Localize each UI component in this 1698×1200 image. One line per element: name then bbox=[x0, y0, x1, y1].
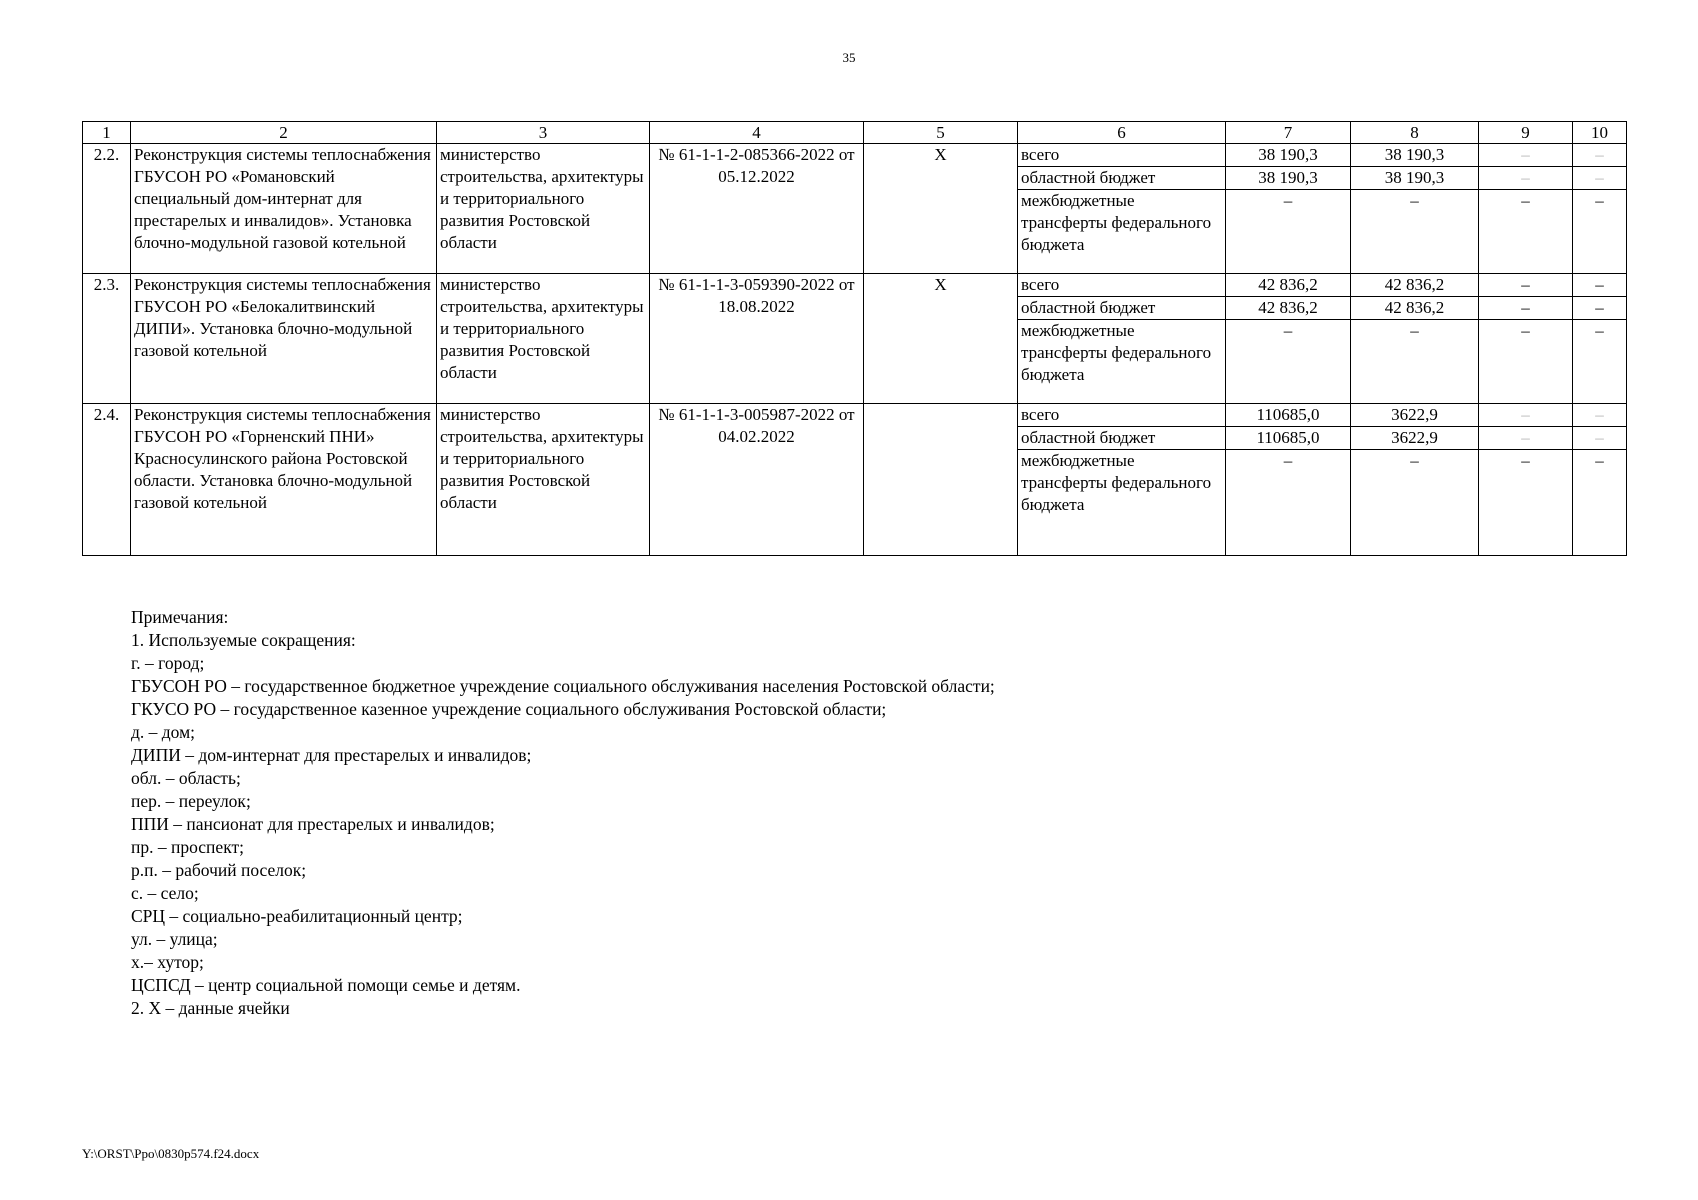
amount-cell-c8: – bbox=[1351, 190, 1479, 274]
header-cell: 10 bbox=[1573, 122, 1627, 144]
amount-cell-c9: – bbox=[1479, 297, 1573, 320]
page-number: 35 bbox=[842, 50, 856, 65]
note-line: Примечания: bbox=[131, 607, 229, 627]
document-cell: № 61-1-1-3-005987-2022 от 04.02.2022 bbox=[650, 404, 864, 556]
ministry-cell: министерство строительства, архитектуры и территориального развития Ростовской области bbox=[437, 144, 650, 274]
note-line: ЦСПСД – центр социальной помощи семье и детям. bbox=[131, 975, 521, 995]
notes-section bbox=[131, 606, 995, 1020]
note-line: пр. – проспект; bbox=[131, 837, 244, 857]
amount-cell-c7: 38 190,3 bbox=[1226, 144, 1351, 167]
header-cell: 8 bbox=[1351, 122, 1479, 144]
amount-cell-c8: 38 190,3 bbox=[1351, 144, 1479, 167]
amount-cell-c10: – bbox=[1573, 297, 1627, 320]
amount-cell-c9: – bbox=[1479, 427, 1573, 450]
note-line: 1. Используемые сокращения: bbox=[131, 630, 356, 650]
note-line: ППИ – пансионат для престарелых и инвалидов; bbox=[131, 814, 495, 834]
amount-cell-c10: – bbox=[1573, 427, 1627, 450]
table-row bbox=[83, 404, 1627, 427]
amount-cell-c7: 42 836,2 bbox=[1226, 274, 1351, 297]
header-cell: 9 bbox=[1479, 122, 1573, 144]
header-cell: 2 bbox=[131, 122, 437, 144]
table-row bbox=[83, 144, 1627, 167]
document-cell: № 61-1-1-2-085366-2022 от 05.12.2022 bbox=[650, 144, 864, 274]
amount-cell-c9: – bbox=[1479, 320, 1573, 404]
note-line: СРЦ – социально-реабилитационный центр; bbox=[131, 906, 463, 926]
amount-cell-c8: 38 190,3 bbox=[1351, 167, 1479, 190]
object-name-cell: Реконструкция системы теплоснабжения ГБУСОН РО «Романовский специальный дом-интернат для престарелых и инвалидов». Установка блочно-модульной газовой котельной bbox=[131, 144, 437, 274]
note-line: с. – село; bbox=[131, 883, 199, 903]
amount-cell-c9: – bbox=[1479, 404, 1573, 427]
table-row bbox=[83, 274, 1627, 297]
amount-cell-c7: 110685,0 bbox=[1226, 427, 1351, 450]
amount-cell-c8: – bbox=[1351, 450, 1479, 556]
note-line: обл. – область; bbox=[131, 768, 241, 788]
note-line: д. – дом; bbox=[131, 722, 196, 742]
funding-source-cell: всего bbox=[1018, 144, 1226, 167]
header-cell: 7 bbox=[1226, 122, 1351, 144]
col5-cell: Х bbox=[864, 144, 1018, 274]
document-cell: № 61-1-1-3-059390-2022 от 18.08.2022 bbox=[650, 274, 864, 404]
note-line: г. – город; bbox=[131, 653, 205, 673]
col5-cell bbox=[864, 404, 1018, 556]
amount-cell-c9: – bbox=[1479, 274, 1573, 297]
note-line: ГБУСОН РО – государственное бюджетное учреждение социального обслуживания населения Ростовской области; bbox=[131, 676, 995, 696]
note-line: ДИПИ – дом-интернат для престарелых и инвалидов; bbox=[131, 745, 532, 765]
note-line: р.п. – рабочий поселок; bbox=[131, 860, 307, 880]
amount-cell-c10: – bbox=[1573, 144, 1627, 167]
header-cell: 6 bbox=[1018, 122, 1226, 144]
amount-cell-c9: – bbox=[1479, 190, 1573, 274]
amount-cell-c7: 38 190,3 bbox=[1226, 167, 1351, 190]
row-number-cell: 2.3. bbox=[83, 274, 131, 404]
object-name-cell: Реконструкция системы теплоснабжения ГБУСОН РО «Горненский ПНИ» Красносулинского района Ростовской области. Установка блочно-модульной газовой котельной bbox=[131, 404, 437, 556]
funding-source-cell: всего bbox=[1018, 404, 1226, 427]
funding-source-cell: межбюджетные трансферты федерального бюджета bbox=[1018, 450, 1226, 556]
amount-cell-c10: – bbox=[1573, 320, 1627, 404]
amount-cell-c8: 3622,9 bbox=[1351, 427, 1479, 450]
ministry-cell: министерство строительства, архитектуры и территориального развития Ростовской области bbox=[437, 404, 650, 556]
amount-cell-c7: 42 836,2 bbox=[1226, 297, 1351, 320]
amount-cell-c8: 42 836,2 bbox=[1351, 274, 1479, 297]
row-number-cell: 2.4. bbox=[83, 404, 131, 556]
header-cell: 3 bbox=[437, 122, 650, 144]
funding-source-cell: межбюджетные трансферты федерального бюджета bbox=[1018, 320, 1226, 404]
note-line: 2. Х – данные ячейки bbox=[131, 998, 290, 1018]
row-number-cell: 2.2. bbox=[83, 144, 131, 274]
amount-cell-c8: 3622,9 bbox=[1351, 404, 1479, 427]
header-cell: 5 bbox=[864, 122, 1018, 144]
note-line: ГКУСО РО – государственное казенное учреждение социального обслуживания Ростовской области; bbox=[131, 699, 887, 719]
funding-source-cell: межбюджетные трансферты федерального бюджета bbox=[1018, 190, 1226, 274]
amount-cell-c10: – bbox=[1573, 404, 1627, 427]
amount-cell-c7: – bbox=[1226, 450, 1351, 556]
funding-source-cell: областной бюджет bbox=[1018, 297, 1226, 320]
amount-cell-c8: – bbox=[1351, 320, 1479, 404]
footer-file-path: Y:\ORST\Ppo\0830p574.f24.docx bbox=[82, 1146, 260, 1161]
amount-cell-c8: 42 836,2 bbox=[1351, 297, 1479, 320]
amount-cell-c10: – bbox=[1573, 190, 1627, 274]
note-line: ул. – улица; bbox=[131, 929, 218, 949]
col5-cell: Х bbox=[864, 274, 1018, 404]
funding-source-cell: всего bbox=[1018, 274, 1226, 297]
amount-cell-c9: – bbox=[1479, 167, 1573, 190]
note-line: х.– хутор; bbox=[131, 952, 204, 972]
header-cell: 4 bbox=[650, 122, 864, 144]
amount-cell-c10: – bbox=[1573, 274, 1627, 297]
ministry-cell: министерство строительства, архитектуры и территориального развития Ростовской области bbox=[437, 274, 650, 404]
amount-cell-c9: – bbox=[1479, 450, 1573, 556]
note-line: пер. – переулок; bbox=[131, 791, 251, 811]
budget-table bbox=[82, 121, 1627, 556]
object-name-cell: Реконструкция системы теплоснабжения ГБУСОН РО «Белокалитвинский ДИПИ». Установка блочно-модульной газовой котельной bbox=[131, 274, 437, 404]
funding-source-cell: областной бюджет bbox=[1018, 427, 1226, 450]
amount-cell-c7: – bbox=[1226, 320, 1351, 404]
amount-cell-c7: 110685,0 bbox=[1226, 404, 1351, 427]
amount-cell-c10: – bbox=[1573, 167, 1627, 190]
table-header-row bbox=[83, 122, 1627, 144]
amount-cell-c10: – bbox=[1573, 450, 1627, 556]
header-cell: 1 bbox=[83, 122, 131, 144]
amount-cell-c9: – bbox=[1479, 144, 1573, 167]
funding-source-cell: областной бюджет bbox=[1018, 167, 1226, 190]
amount-cell-c7: – bbox=[1226, 190, 1351, 274]
